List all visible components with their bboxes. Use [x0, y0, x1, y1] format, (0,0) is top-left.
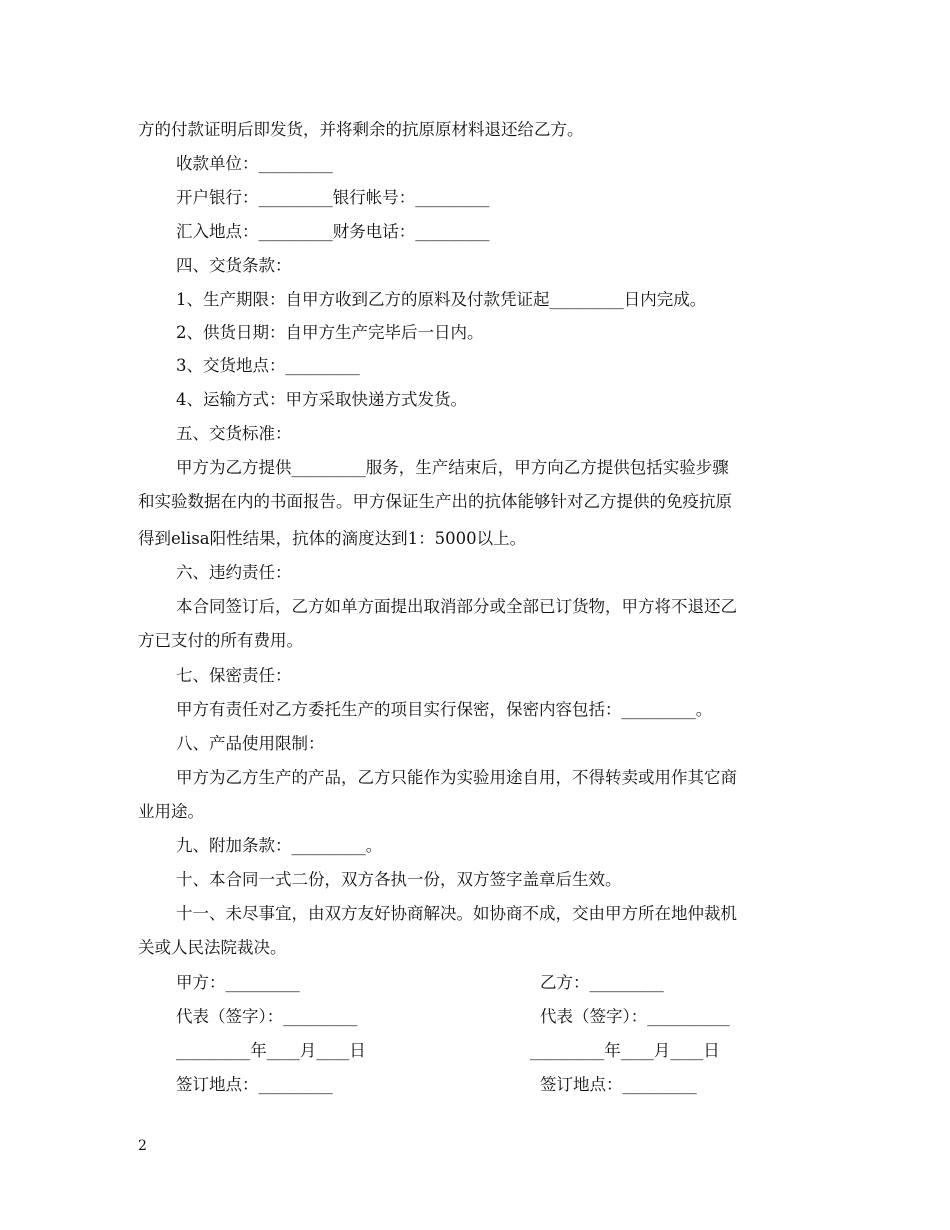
paragraph-line: 关或人民法院裁决。: [138, 938, 287, 957]
paragraph-line: 3、交货地点：_________: [176, 356, 360, 375]
place-a-field: 签订地点：_________: [176, 1075, 333, 1094]
paragraph-line: 十一、未尽事宜，由双方友好协商解决。如协商不成，交由甲方所在地仲裁机: [176, 904, 737, 923]
payee-line: 收款单位：_________: [176, 154, 333, 173]
remit-line: 汇入地点：_________财务电话：_________: [176, 222, 490, 241]
paragraph-line: 本合同签订后，乙方如单方面提出取消部分或全部已订货物，甲方将不退还乙: [176, 597, 737, 616]
section-heading: 八、产品使用限制：: [176, 734, 325, 753]
paragraph-line: 和实验数据在内的书面报告。甲方保证生产出的抗体能够针对乙方提供的免疫抗原: [138, 492, 732, 511]
section-heading: 五、交货标准：: [176, 424, 292, 443]
party-a-field: 甲方：_________: [176, 973, 300, 992]
paragraph-line: 业用途。: [138, 802, 204, 821]
section-heading: 七、保密责任：: [176, 666, 292, 685]
paragraph-line: 方的付款证明后即发货，并将剩余的抗原原材料退还给乙方。: [138, 120, 584, 139]
paragraph-line: 2、供货日期：自甲方生产完毕后一日内。: [176, 323, 484, 342]
date-b-field: _________年____月____日: [530, 1041, 720, 1060]
paragraph-line: 甲方为乙方生产的产品，乙方只能作为实验用途自用，不得转卖或用作其它商: [176, 768, 737, 787]
paragraph-line: 4、运输方式：甲方采取快递方式发货。: [176, 390, 467, 409]
bank-line: 开户银行：_________银行帐号：_________: [176, 188, 490, 207]
rep-a-signature-field: 代表（签字）：_________: [176, 1007, 358, 1026]
paragraph-line: 甲方为乙方提供_________服务，生产结束后，甲方向乙方提供包括实验步骤: [176, 458, 729, 477]
paragraph-line: 1、生产期限：自甲方收到乙方的原料及付款凭证起_________日内完成。: [176, 290, 707, 309]
page-number: 2: [138, 1138, 147, 1154]
date-a-field: _________年____月____日: [176, 1041, 366, 1060]
paragraph-line: 九、附加条款：_________。: [176, 836, 383, 855]
section-heading: 六、违约责任：: [176, 563, 292, 582]
paragraph-line: 得到elisa阳性结果，抗体的滴度达到1：5000以上。: [138, 529, 527, 548]
section-heading: 四、交货条款：: [176, 256, 292, 275]
place-b-field: 签订地点：_________: [540, 1075, 697, 1094]
party-b-field: 乙方：_________: [540, 973, 664, 992]
paragraph-line: 甲方有责任对乙方委托生产的项目实行保密，保密内容包括：_________。: [176, 700, 713, 719]
rep-b-signature-field: 代表（签字）：__________: [540, 1007, 730, 1026]
paragraph-line: 十、本合同一式二份，双方各执一份，双方签字盖章后生效。: [176, 870, 622, 889]
paragraph-line: 方已支付的所有费用。: [138, 631, 303, 650]
